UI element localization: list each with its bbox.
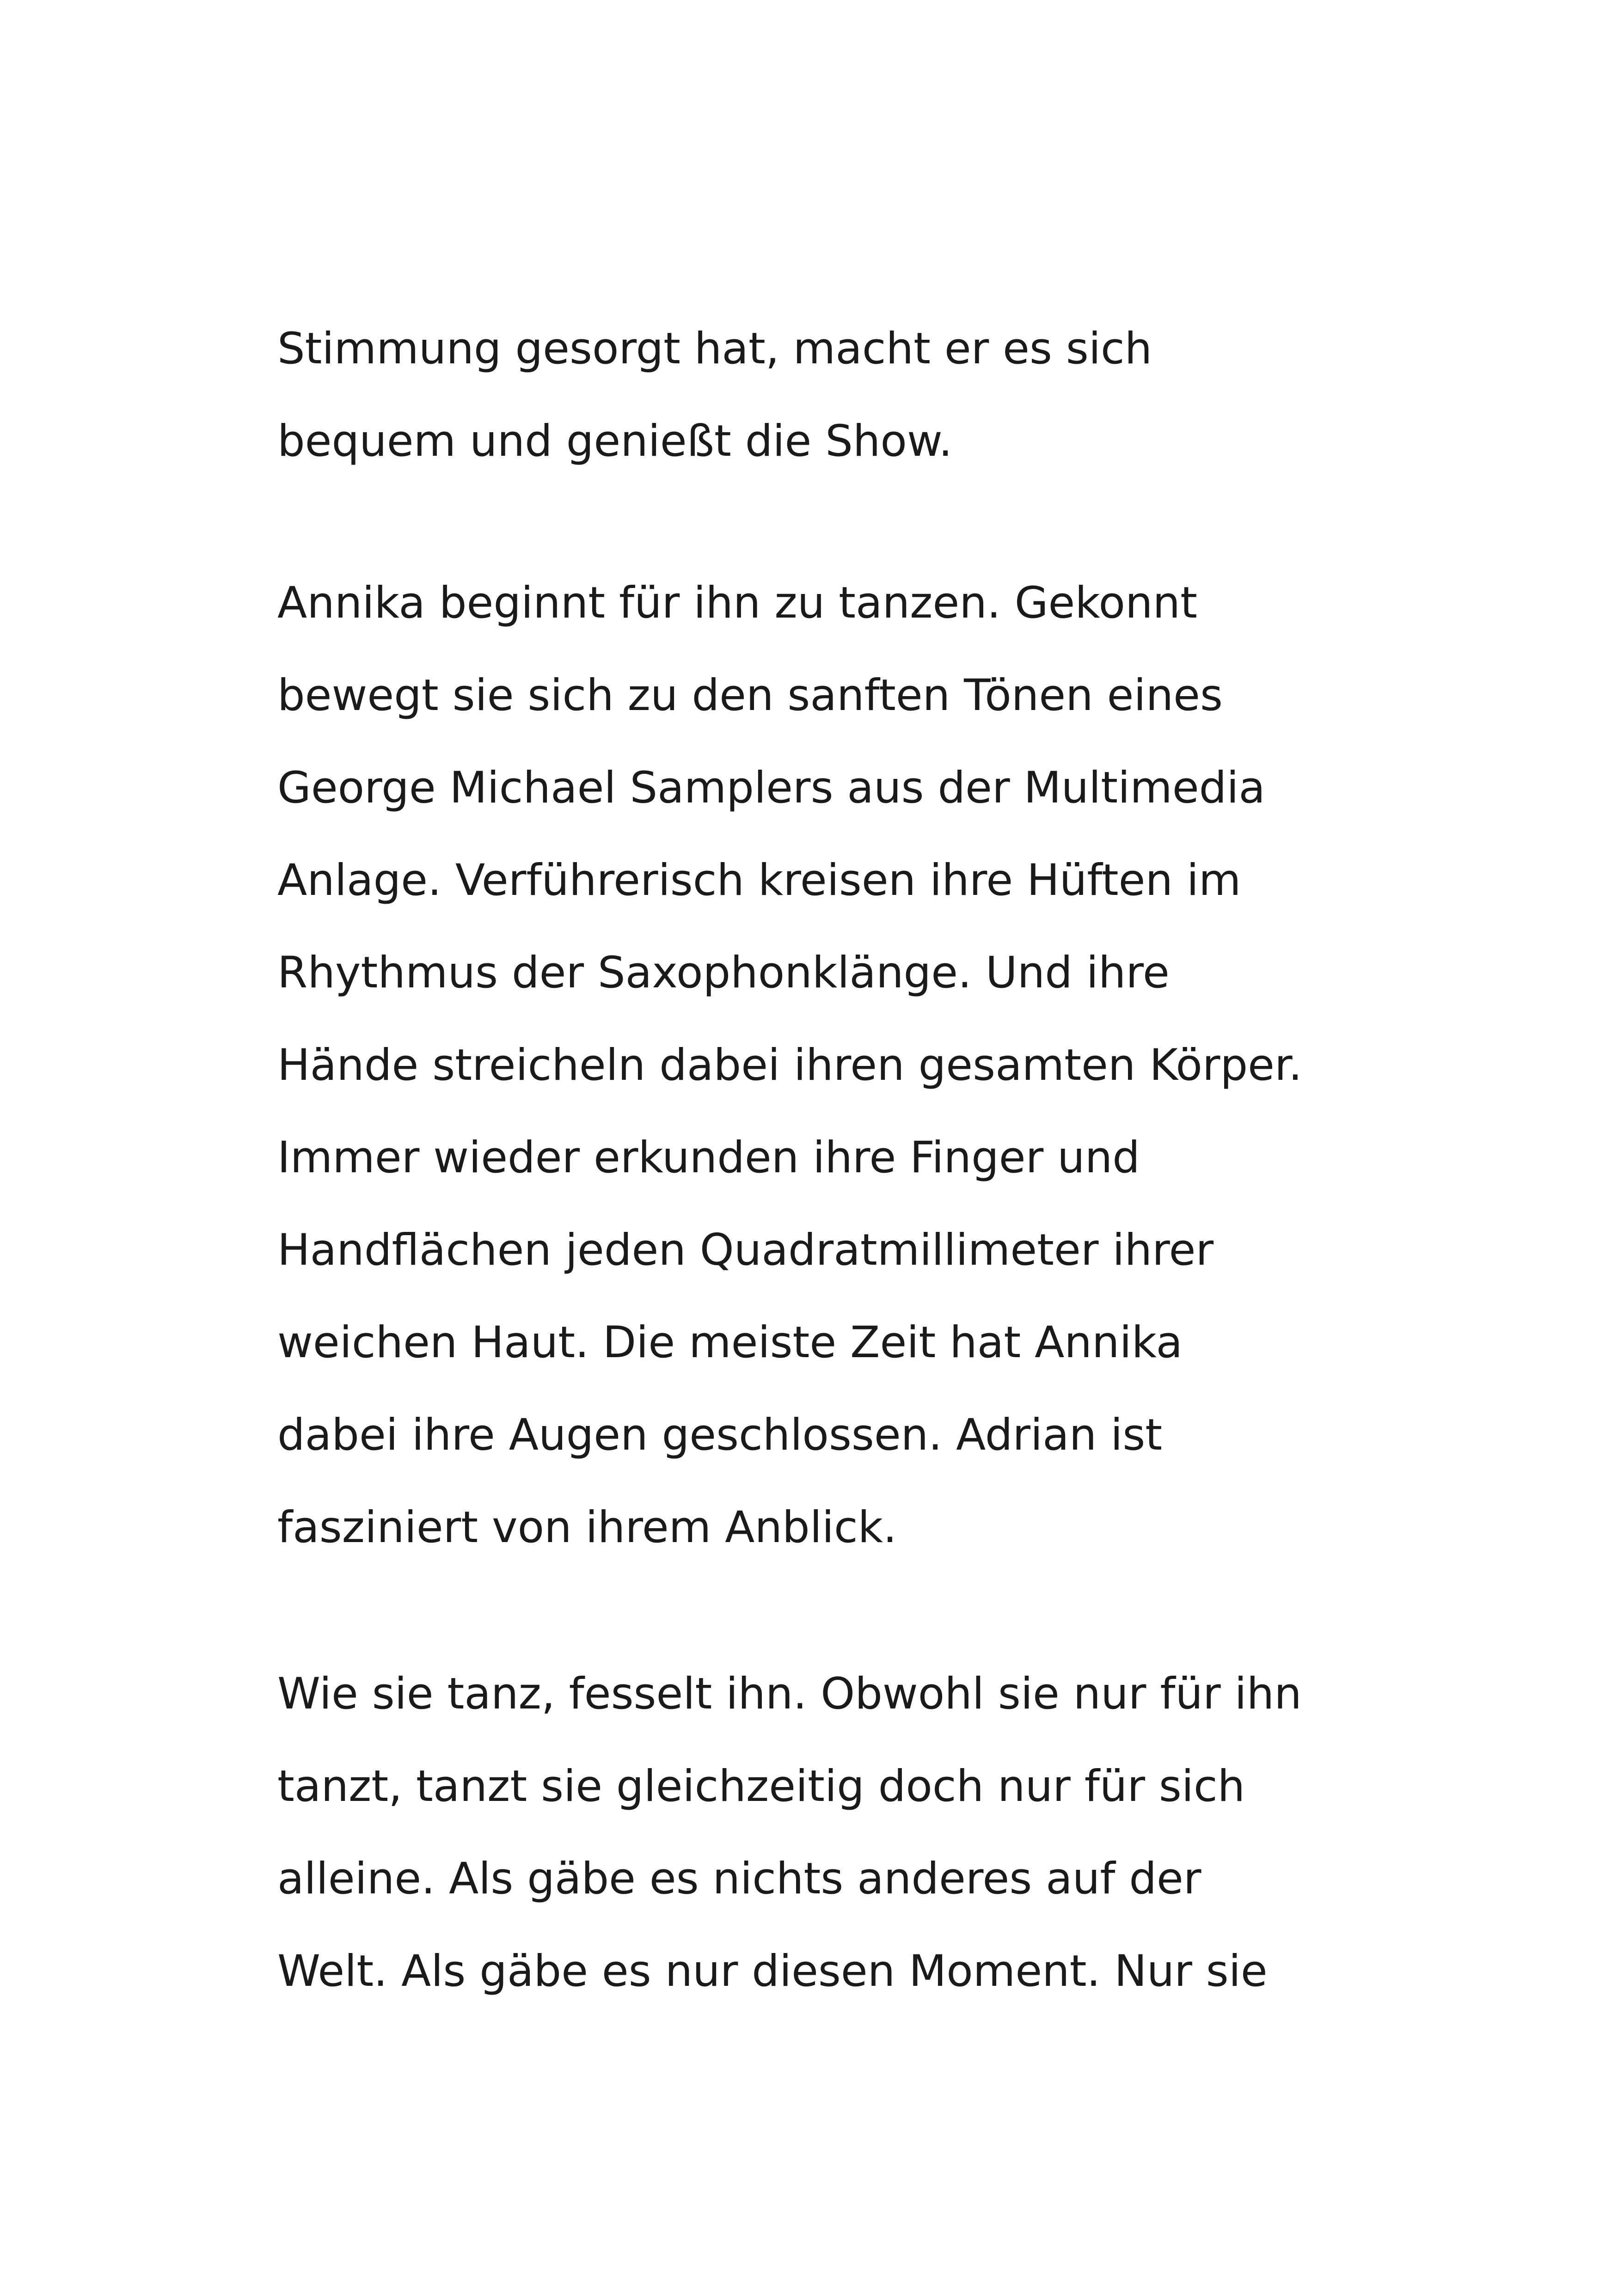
- text-line: Anlage. Verführerisch kreisen ihre Hüften im: [277, 855, 1241, 906]
- text-line: Wie sie tanz, fesselt ihn. Obwohl sie nur für ihn: [277, 1669, 1302, 1719]
- text-line: bewegt sie sich zu den sanften Tönen eines: [277, 670, 1223, 721]
- text-line: Handflächen jeden Quadratmillimeter ihrer: [277, 1225, 1214, 1275]
- text-line: tanzt, tanzt sie gleichzeitig doch nur für sich: [277, 1761, 1245, 1812]
- text-line: alleine. Als gäbe es nichts anderes auf der: [277, 1854, 1201, 1904]
- text-line: Immer wieder erkunden ihre Finger und: [277, 1133, 1140, 1183]
- text-line: George Michael Samplers aus der Multimedia: [277, 763, 1266, 813]
- text-line: Stimmung gesorgt hat, macht er es sich: [277, 324, 1152, 374]
- paragraph-3: [277, 1648, 1433, 2018]
- text-line: dabei ihre Augen geschlossen. Adrian ist: [277, 1410, 1163, 1460]
- paragraph-2: [277, 557, 1433, 1574]
- text-line: Hände streicheln dabei ihren gesamten Körper.: [277, 1040, 1302, 1090]
- paragraph-1: [277, 303, 1433, 488]
- text-line: fasziniert von ihrem Anblick.: [277, 1502, 897, 1553]
- text-line: weichen Haut. Die meiste Zeit hat Annika: [277, 1317, 1183, 1368]
- text-line: bequem und genießt die Show.: [277, 416, 953, 466]
- text-line: Rhythmus der Saxophonklänge. Und ihre: [277, 948, 1170, 998]
- text-line: Annika beginnt für ihn zu tanzen. Gekonnt: [277, 578, 1197, 628]
- text-line: Welt. Als gäbe es nur diesen Moment. Nur sie: [277, 1946, 1268, 1996]
